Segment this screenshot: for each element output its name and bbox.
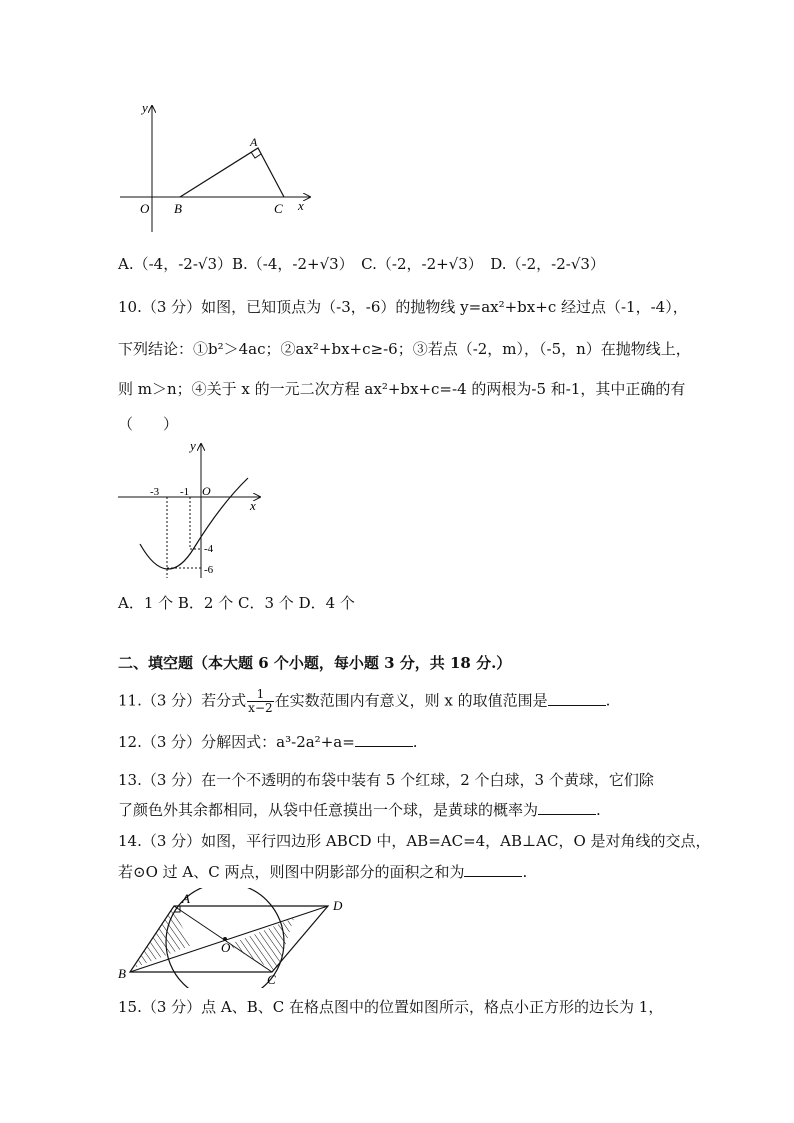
right-angle-mark <box>251 152 261 158</box>
label-y: y <box>142 100 148 115</box>
q15-line1: 15.（3 分）点 A、B、C 在格点图中的位置如图所示，格点小正方形的边长为 1， <box>118 998 664 1016</box>
q11-post: 在实数范围内有意义，则 x 的取值范围是 <box>274 691 548 710</box>
q11-fraction <box>247 688 273 715</box>
q10-line1: 10.（3 分）如图，已知顶点为（-3，-6）的抛物线 y=ax²+bx+c 经过点（-1，-4）， <box>118 298 688 316</box>
q11-end: . <box>605 691 611 710</box>
triangle-abc <box>180 148 284 197</box>
label-x: x <box>298 198 304 213</box>
label-y: y <box>190 438 196 453</box>
label-c: C <box>267 972 276 987</box>
q11-numerator: 1 <box>247 688 273 702</box>
q13-line2 <box>118 800 601 820</box>
label-b: B <box>174 201 182 216</box>
section-2-title: 二、填空题（本大题 6 个小题，每小题 3 分，共 18 分.） <box>118 654 512 672</box>
label-minus1: -1 <box>180 486 190 498</box>
q13-end: . <box>596 801 601 819</box>
q13-line1: 13.（3 分）在一个不透明的布袋中装有 5 个红球，2 个白球，3 个黄球，它们除 <box>118 771 654 789</box>
label-o: O <box>221 940 231 955</box>
label-minus6: -6 <box>204 564 214 576</box>
q12 <box>118 732 418 752</box>
q11-answer-blank <box>548 692 606 706</box>
label-a: A <box>182 891 190 906</box>
q14-end: . <box>522 863 528 881</box>
q10-figure <box>112 438 272 584</box>
q14-answer-blank <box>464 863 522 877</box>
label-o: O <box>140 201 150 216</box>
q10-options: A．1 个 B．2 个 C．3 个 D．4 个 <box>118 594 355 612</box>
label-minus4: -4 <box>204 543 214 555</box>
label-b: B <box>118 966 126 981</box>
label-c: C <box>274 201 283 216</box>
label-x: x <box>250 498 256 513</box>
label-d: D <box>333 898 343 913</box>
q12-end: . <box>412 733 418 751</box>
q12-pre: 12.（3 分）分解因式：a³-2a²+a= <box>118 733 355 751</box>
q13-answer-blank <box>538 801 596 815</box>
q9-figure <box>110 100 320 240</box>
label-a: A <box>250 135 258 149</box>
q14-line2-text: 若⊙O 过 A、C 两点，则图中阴影部分的面积之和为 <box>118 863 465 881</box>
q11-denominator: x−2 <box>248 701 273 715</box>
q14-line1: 14.（3 分）如图，平行四边形 ABCD 中，AB=AC=4，AB⊥AC，O 是对角线的交点， <box>118 832 711 850</box>
label-minus3: -3 <box>150 486 160 498</box>
q11 <box>118 688 610 715</box>
shaded-region-left <box>134 908 192 968</box>
q9-options: A.（-4，-2-√3）B.（-4，-2+√3） C.（-2，-2+√3） D.（-2，-2-√3） <box>118 255 605 273</box>
q13-line2-text: 了颜色外其余都相同，从袋中任意摸出一个球，是黄球的概率为 <box>118 801 539 819</box>
q12-answer-blank <box>355 733 413 747</box>
q10-line3: 则 m＞n；④关于 x 的一元二次方程 ax²+bx+c=-4 的两根为-5 和-1，其中正确的有 <box>118 380 686 398</box>
q14-figure <box>112 888 352 988</box>
label-o: O <box>202 484 211 498</box>
q10-line2: 下列结论：①b²＞4ac；②ax²+bx+c≥-6；③若点（-2，m），（-5，n）在抛物线上， <box>118 340 691 358</box>
q14-line2 <box>118 862 527 882</box>
q11-pre: 11.（3 分）若分式 <box>118 691 247 710</box>
q10-choice-paren: （ ） <box>118 415 179 433</box>
